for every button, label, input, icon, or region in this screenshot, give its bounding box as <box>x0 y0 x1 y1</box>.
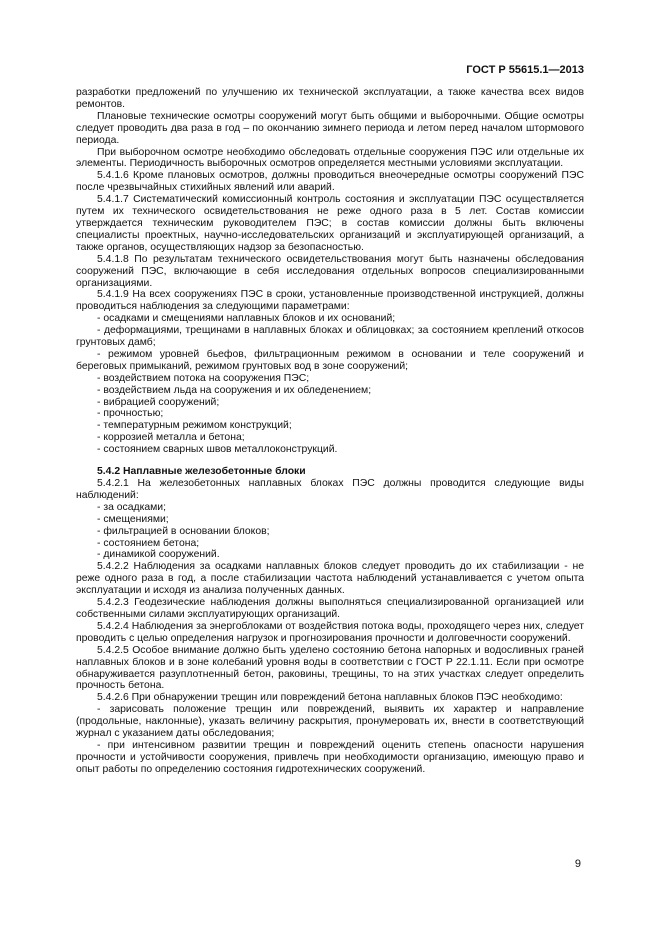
clause-5-4-2-4: 5.4.2.4 Наблюдения за энергоблоками от воздействия потока воды, проходящего через них, следует проводить с целью определения нагрузок и прогнозирования прочности и долговечности сооружений. <box>76 620 584 644</box>
page-body <box>76 87 584 776</box>
list-item: - температурным режимом конструкций; <box>97 420 292 432</box>
paragraph: Плановые технические осмотры сооружений могут быть общими и выборочными. Общие осмотры следует проводить два раза в год – по окончанию зимнего периода и летом перед началом штормового периода. <box>76 110 584 146</box>
list-item: - зарисовать положение трещин или повреждений, выявить их характер и направление (продольные, наклонные), указать величину раскрытия, пронумеровать их, внести в соответствующий журнал с указанием даты обследования; <box>76 704 584 740</box>
document-code: ГОСТ Р 55615.1—2013 <box>466 64 584 76</box>
list-item: - режимом уровней бьефов, фильтрационным режимом в основании и теле сооружений и береговых примыканий, режимом грунтовых вод в зоне сооружений; <box>76 348 584 372</box>
clause-5-4-2-3: 5.4.2.3 Геодезические наблюдения должны выполняться специализированной организацией или собственными силами эксплуатирующих организаций. <box>76 597 584 620</box>
clause-5-4-2-2: 5.4.2.2 Наблюдения за осадками наплавных блоков следует проводить до их стабилизации - не реже одного раза в год, а после стабилизации частота наблюдений устанавливается с учетом опыта эксплуатации и исходя из анализа полученных данных. <box>76 561 584 597</box>
clause-5-4-2-6: 5.4.2.6 При обнаружении трещин или повреждений бетона наплавных блоков ПЭС необходимо: <box>97 692 563 704</box>
clause-5-4-2-5: 5.4.2.5 Особое внимание должно быть уделено состоянию бетона напорных и водосливных граней наплавных блоков и в зоне колебаний уровня воды в соответствии с ГОСТ Р 22.1.11. Если при осмотре обнаруживается разуплотненный бетон, раковины, трещины, то на этих участках следует определить прочность бетона. <box>76 644 584 692</box>
list-item: - за осадками; <box>97 501 166 513</box>
page-number: 9 <box>574 858 581 870</box>
clause-5-4-1-8: 5.4.1.8 По результатам технического освидетельствования могут быть назначены обследования сооружений ПЭС, включающие в себя исследования отдельных вопросов специализированными организациями. <box>76 253 584 289</box>
list-item: - осадками и смещениями наплавных блоков и их оснований; <box>97 313 396 325</box>
clause-5-4-1-7: 5.4.1.7 Систематический комиссионный контроль состояния и эксплуатации ПЭС осуществляется путем их технического освидетельствования не реже одного раза в 5 лет. Состав комиссии утверждается техническим руководителем ПЭС; в состав комиссии должны быть включены специалисты проектных, научно-исследовательских организаций и эксплуатирующей организаций, а также органов, осуществляющих надзор за безопасностью. <box>76 194 584 253</box>
list-item: - вибрацией сооружений; <box>97 396 220 408</box>
list-item: - фильтрацией в основании блоков; <box>97 525 270 537</box>
list-item: - состоянием сварных швов металлоконструкций. <box>97 444 338 456</box>
clause-5-4-2-1: 5.4.2.1 На железобетонных наплавных блоках ПЭС должны проводится следующие виды наблюдений: <box>76 478 584 501</box>
list-item: - при интенсивном развитии трещин и повреждений оценить степень опасности нарушения прочности и устойчивости сооружения, привлечь при необходимости организацию, имеющую право и опыт работы по определению состояния гидротехнических сооружений. <box>76 739 584 775</box>
paragraph: При выборочном осмотре необходимо обследовать отдельные сооружения ПЭС или отдельные их элементы. Периодичность выборочных осмотров определяется местными условиями эксплуатации. <box>76 146 584 170</box>
list-item: - динамикой сооружений. <box>97 549 220 561</box>
list-item: - прочностью; <box>97 408 164 420</box>
list-item: - смещениями; <box>97 513 169 525</box>
list-item: - деформациями, трещинами в наплавных блоках и облицовках; за состоянием креплений откосов грунтовых дамб; <box>76 325 584 349</box>
list-item: - коррозией металла и бетона; <box>97 432 245 444</box>
list-item: - состоянием бетона; <box>97 537 200 549</box>
list-item: - воздействием потока на сооружения ПЭС; <box>97 372 310 384</box>
clause-5-4-1-9: 5.4.1.9 На всех сооружениях ПЭС в сроки, установленные производственной инструкцией, должны проводиться наблюдения за следующими параметрами: <box>76 289 584 313</box>
list-item: - воздействием льда на сооружения и их обледенением; <box>97 384 372 396</box>
section-heading: 5.4.2 Наплавные железобетонные блоки <box>97 466 306 478</box>
paragraph: разработки предложений по улучшению их технической эксплуатации, а также качества всех видов ремонтов. <box>76 87 584 110</box>
clause-5-4-1-6: 5.4.1.6 Кроме плановых осмотров, должны проводиться внеочередные осмотры сооружений ПЭС после чрезвычайных стихийных явлений или аварий. <box>76 170 584 194</box>
